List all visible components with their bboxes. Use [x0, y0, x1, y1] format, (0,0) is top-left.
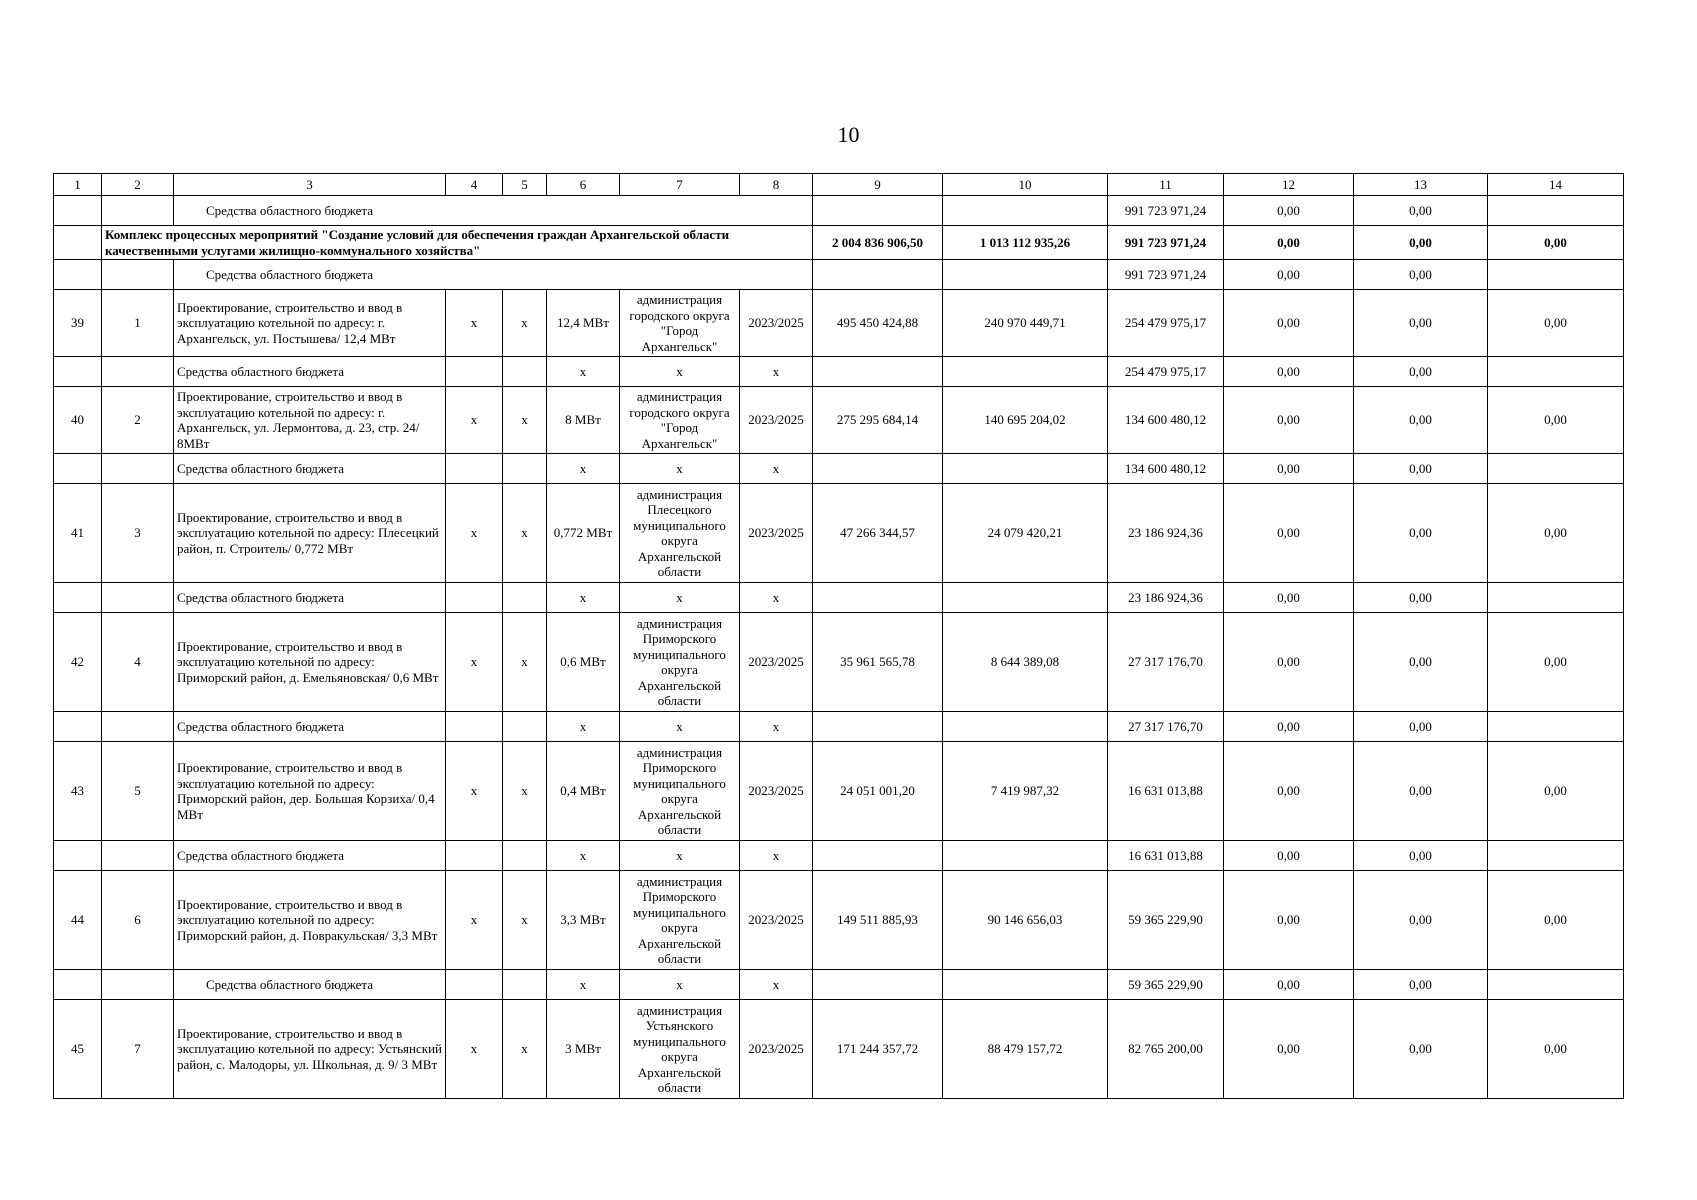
empty-cell [503, 357, 547, 387]
zero-cell: 0,00 [1488, 1000, 1624, 1099]
empty-cell [54, 841, 102, 871]
budget-row [54, 357, 1624, 387]
empty-cell [54, 226, 102, 260]
amount-cell: 23 186 924,36 [1108, 583, 1224, 613]
period-cell: 2023/2025 [740, 871, 813, 970]
executor-cell: администрация Приморского муниципального округа Архангельской области [620, 871, 740, 970]
row-number: 39 [54, 290, 102, 357]
x-cell: х [446, 484, 503, 583]
x-cell: х [740, 357, 813, 387]
power-cell: 3,3 МВт [547, 871, 620, 970]
amount-cell: 1 013 112 935,26 [943, 226, 1108, 260]
amount-cell: 254 479 975,17 [1108, 357, 1224, 387]
empty-cell [446, 841, 503, 871]
item-name: Проектирование, строительство и ввод в эксплуатацию котельной по адресу: Приморский район, д. Емельяновская/ 0,6 МВт [174, 613, 446, 712]
zero-cell: 0,00 [1354, 357, 1488, 387]
item-name: Проектирование, строительство и ввод в эксплуатацию котельной по адресу: г. Архангельск, ул. Лермонтова, д. 23, стр. 24/ 8МВт [174, 387, 446, 454]
x-cell: х [446, 871, 503, 970]
column-number: 4 [446, 174, 503, 196]
budget-table [53, 173, 1624, 1099]
zero-cell: 0,00 [1354, 1000, 1488, 1099]
zero-cell: 0,00 [1224, 742, 1354, 841]
column-number: 11 [1108, 174, 1224, 196]
empty-cell [1488, 260, 1624, 290]
zero-cell: 0,00 [1354, 871, 1488, 970]
sub-number: 1 [102, 290, 174, 357]
row-number: 45 [54, 1000, 102, 1099]
amount-cell: 0,00 [1354, 196, 1488, 226]
power-cell: 12,4 МВт [547, 290, 620, 357]
budget-label: Средства областного бюджета [174, 260, 813, 290]
amount-2023: 88 479 157,72 [943, 1000, 1108, 1099]
row-number: 40 [54, 387, 102, 454]
x-cell: х [446, 290, 503, 357]
empty-cell [54, 970, 102, 1000]
column-number: 1 [54, 174, 102, 196]
empty-cell [943, 260, 1108, 290]
empty-cell [813, 454, 943, 484]
zero-cell: 0,00 [1354, 454, 1488, 484]
sub-number: 7 [102, 1000, 174, 1099]
empty-cell [503, 454, 547, 484]
amount-cell: 16 631 013,88 [1108, 841, 1224, 871]
empty-cell [1488, 712, 1624, 742]
budget-row [54, 841, 1624, 871]
row-number: 44 [54, 871, 102, 970]
zero-cell: 0,00 [1224, 583, 1354, 613]
x-cell: х [446, 742, 503, 841]
empty-cell [54, 357, 102, 387]
empty-cell [503, 970, 547, 1000]
zero-cell: 0,00 [1488, 290, 1624, 357]
x-cell: х [740, 841, 813, 871]
empty-cell [813, 970, 943, 1000]
x-cell: х [446, 613, 503, 712]
zero-cell: 0,00 [1488, 871, 1624, 970]
amount-2024: 254 479 975,17 [1108, 290, 1224, 357]
zero-cell: 0,00 [1488, 613, 1624, 712]
empty-cell [54, 454, 102, 484]
empty-cell [446, 970, 503, 1000]
zero-cell: 0,00 [1224, 454, 1354, 484]
row-number: 42 [54, 613, 102, 712]
x-cell: х [620, 841, 740, 871]
sub-number: 6 [102, 871, 174, 970]
column-number: 2 [102, 174, 174, 196]
budget-label: Средства областного бюджета [174, 712, 446, 742]
zero-cell: 0,00 [1224, 387, 1354, 454]
empty-cell [813, 712, 943, 742]
executor-cell: администрация Плесецкого муниципального округа Архангельской области [620, 484, 740, 583]
amount-2024: 16 631 013,88 [1108, 742, 1224, 841]
amount-2024: 82 765 200,00 [1108, 1000, 1224, 1099]
zero-cell: 0,00 [1488, 484, 1624, 583]
empty-cell [503, 583, 547, 613]
table-row [54, 1000, 1624, 1099]
period-cell: 2023/2025 [740, 1000, 813, 1099]
x-cell: х [547, 970, 620, 1000]
sub-number: 4 [102, 613, 174, 712]
empty-cell [813, 841, 943, 871]
table-row [54, 387, 1624, 454]
empty-cell [54, 260, 102, 290]
budget-row [54, 260, 1624, 290]
zero-cell: 0,00 [1224, 871, 1354, 970]
budget-row [54, 712, 1624, 742]
total-cell: 171 244 357,72 [813, 1000, 943, 1099]
empty-cell [943, 583, 1108, 613]
item-name: Проектирование, строительство и ввод в эксплуатацию котельной по адресу: Устьянский район, с. Малодоры, ул. Школьная, д. 9/ 3 МВт [174, 1000, 446, 1099]
empty-cell [102, 970, 174, 1000]
column-number: 12 [1224, 174, 1354, 196]
zero-cell: 0,00 [1354, 290, 1488, 357]
x-cell: х [740, 970, 813, 1000]
zero-cell: 0,00 [1354, 841, 1488, 871]
zero-cell: 0,00 [1224, 712, 1354, 742]
row-number: 43 [54, 742, 102, 841]
empty-cell [1488, 196, 1624, 226]
zero-cell: 0,00 [1354, 712, 1488, 742]
power-cell: 8 МВт [547, 387, 620, 454]
empty-cell [813, 260, 943, 290]
zero-cell: 0,00 [1354, 484, 1488, 583]
period-cell: 2023/2025 [740, 290, 813, 357]
amount-2023: 140 695 204,02 [943, 387, 1108, 454]
amount-2024: 23 186 924,36 [1108, 484, 1224, 583]
amount-cell: 0,00 [1224, 196, 1354, 226]
power-cell: 0,772 МВт [547, 484, 620, 583]
zero-cell: 0,00 [1354, 387, 1488, 454]
x-cell: х [547, 841, 620, 871]
x-cell: х [620, 712, 740, 742]
total-cell: 149 511 885,93 [813, 871, 943, 970]
executor-cell: администрация Приморского муниципального округа Архангельской области [620, 742, 740, 841]
zero-cell: 0,00 [1354, 970, 1488, 1000]
table-row [54, 871, 1624, 970]
column-number: 8 [740, 174, 813, 196]
page-number: 10 [837, 122, 860, 147]
empty-cell [943, 970, 1108, 1000]
zero-cell: 0,00 [1224, 970, 1354, 1000]
column-number: 5 [503, 174, 547, 196]
empty-cell [503, 712, 547, 742]
amount-cell: 0,00 [1354, 260, 1488, 290]
table-row [54, 742, 1624, 841]
empty-cell [102, 357, 174, 387]
budget-row [54, 454, 1624, 484]
power-cell: 0,6 МВт [547, 613, 620, 712]
period-cell: 2023/2025 [740, 484, 813, 583]
x-cell: х [620, 970, 740, 1000]
empty-cell [54, 583, 102, 613]
amount-cell: 0,00 [1354, 226, 1488, 260]
empty-cell [54, 196, 102, 226]
empty-cell [943, 454, 1108, 484]
budget-row [54, 583, 1624, 613]
zero-cell: 0,00 [1224, 613, 1354, 712]
column-number: 13 [1354, 174, 1488, 196]
x-cell: х [503, 290, 547, 357]
x-cell: х [620, 357, 740, 387]
amount-2023: 24 079 420,21 [943, 484, 1108, 583]
amount-cell: 134 600 480,12 [1108, 454, 1224, 484]
x-cell: х [503, 613, 547, 712]
x-cell: х [503, 1000, 547, 1099]
budget-row [54, 970, 1624, 1000]
period-cell: 2023/2025 [740, 742, 813, 841]
empty-cell [1488, 970, 1624, 1000]
empty-cell [503, 841, 547, 871]
x-cell: х [740, 583, 813, 613]
empty-cell [813, 357, 943, 387]
zero-cell: 0,00 [1224, 1000, 1354, 1099]
x-cell: х [547, 454, 620, 484]
zero-cell: 0,00 [1488, 742, 1624, 841]
empty-cell [102, 583, 174, 613]
complex-title: Комплекс процессных мероприятий "Создание условий для обеспечения граждан Архангельской области качественными услугами жилищно-коммунального хозяйства" [102, 226, 813, 260]
amount-cell: 991 723 971,24 [1108, 260, 1224, 290]
amount-2024: 27 317 176,70 [1108, 613, 1224, 712]
empty-cell [813, 583, 943, 613]
empty-cell [102, 196, 174, 226]
table-body [54, 174, 1624, 1099]
amount-2023: 90 146 656,03 [943, 871, 1108, 970]
x-cell: х [740, 712, 813, 742]
item-name: Проектирование, строительство и ввод в эксплуатацию котельной по адресу: Приморский район, д. Повракульская/ 3,3 МВт [174, 871, 446, 970]
empty-cell [446, 454, 503, 484]
x-cell: х [446, 387, 503, 454]
x-cell: х [503, 387, 547, 454]
budget-label: Средства областного бюджета [174, 583, 446, 613]
total-cell: 35 961 565,78 [813, 613, 943, 712]
table-row [54, 290, 1624, 357]
amount-2024: 59 365 229,90 [1108, 871, 1224, 970]
x-cell: х [620, 454, 740, 484]
sub-number: 5 [102, 742, 174, 841]
executor-cell: администрация Устьянского муниципального округа Архангельской области [620, 1000, 740, 1099]
empty-cell [446, 712, 503, 742]
empty-cell [943, 357, 1108, 387]
x-cell: х [547, 712, 620, 742]
empty-cell [1488, 454, 1624, 484]
empty-cell [102, 454, 174, 484]
amount-2023: 7 419 987,32 [943, 742, 1108, 841]
empty-cell [943, 196, 1108, 226]
x-cell: х [446, 1000, 503, 1099]
amount-2023: 8 644 389,08 [943, 613, 1108, 712]
executor-cell: администрация Приморского муниципального округа Архангельской области [620, 613, 740, 712]
table-row [54, 613, 1624, 712]
sub-number: 3 [102, 484, 174, 583]
zero-cell: 0,00 [1488, 387, 1624, 454]
amount-2024: 134 600 480,12 [1108, 387, 1224, 454]
x-cell: х [547, 583, 620, 613]
x-cell: х [503, 742, 547, 841]
item-name: Проектирование, строительство и ввод в эксплуатацию котельной по адресу: Приморский район, дер. Большая Корзиха/ 0,4 МВт [174, 742, 446, 841]
empty-cell [943, 712, 1108, 742]
total-cell: 24 051 001,20 [813, 742, 943, 841]
column-number: 7 [620, 174, 740, 196]
x-cell: х [740, 454, 813, 484]
amount-cell: 2 004 836 906,50 [813, 226, 943, 260]
budget-label: Средства областного бюджета [174, 841, 446, 871]
zero-cell: 0,00 [1224, 484, 1354, 583]
empty-cell [102, 712, 174, 742]
power-cell: 0,4 МВт [547, 742, 620, 841]
amount-cell: 0,00 [1224, 260, 1354, 290]
amount-cell: 991 723 971,24 [1108, 196, 1224, 226]
table-row [54, 484, 1624, 583]
zero-cell: 0,00 [1354, 742, 1488, 841]
complex-row [54, 226, 1624, 260]
x-cell: х [503, 871, 547, 970]
row-number: 41 [54, 484, 102, 583]
column-number: 9 [813, 174, 943, 196]
amount-cell: 991 723 971,24 [1108, 226, 1224, 260]
column-number: 6 [547, 174, 620, 196]
total-cell: 47 266 344,57 [813, 484, 943, 583]
total-cell: 495 450 424,88 [813, 290, 943, 357]
empty-cell [54, 712, 102, 742]
empty-cell [1488, 583, 1624, 613]
executor-cell: администрация городского округа "Город Архангельск" [620, 387, 740, 454]
sub-number: 2 [102, 387, 174, 454]
power-cell: 3 МВт [547, 1000, 620, 1099]
budget-row [54, 196, 1624, 226]
amount-cell: 0,00 [1488, 226, 1624, 260]
budget-label: Средства областного бюджета [174, 196, 813, 226]
item-name: Проектирование, строительство и ввод в эксплуатацию котельной по адресу: Плесецкий район, п. Строитель/ 0,772 МВт [174, 484, 446, 583]
amount-2023: 240 970 449,71 [943, 290, 1108, 357]
column-number: 14 [1488, 174, 1624, 196]
budget-label: Средства областного бюджета [174, 454, 446, 484]
amount-cell: 59 365 229,90 [1108, 970, 1224, 1000]
zero-cell: 0,00 [1354, 613, 1488, 712]
zero-cell: 0,00 [1224, 290, 1354, 357]
x-cell: х [620, 583, 740, 613]
amount-cell: 27 317 176,70 [1108, 712, 1224, 742]
empty-cell [446, 357, 503, 387]
item-name: Проектирование, строительство и ввод в эксплуатацию котельной по адресу: г. Архангельск, ул. Постышева/ 12,4 МВт [174, 290, 446, 357]
empty-cell [446, 583, 503, 613]
x-cell: х [547, 357, 620, 387]
x-cell: х [503, 484, 547, 583]
zero-cell: 0,00 [1354, 583, 1488, 613]
empty-cell [1488, 357, 1624, 387]
empty-cell [102, 841, 174, 871]
zero-cell: 0,00 [1224, 357, 1354, 387]
budget-label: Средства областного бюджета [174, 357, 446, 387]
empty-cell [943, 841, 1108, 871]
empty-cell [813, 196, 943, 226]
empty-cell [1488, 841, 1624, 871]
period-cell: 2023/2025 [740, 613, 813, 712]
total-cell: 275 295 684,14 [813, 387, 943, 454]
executor-cell: администрация городского округа "Город Архангельск" [620, 290, 740, 357]
column-number: 3 [174, 174, 446, 196]
empty-cell [102, 260, 174, 290]
zero-cell: 0,00 [1224, 841, 1354, 871]
budget-label: Средства областного бюджета [174, 970, 446, 1000]
column-number: 10 [943, 174, 1108, 196]
amount-cell: 0,00 [1224, 226, 1354, 260]
column-number-row [54, 174, 1624, 196]
period-cell: 2023/2025 [740, 387, 813, 454]
